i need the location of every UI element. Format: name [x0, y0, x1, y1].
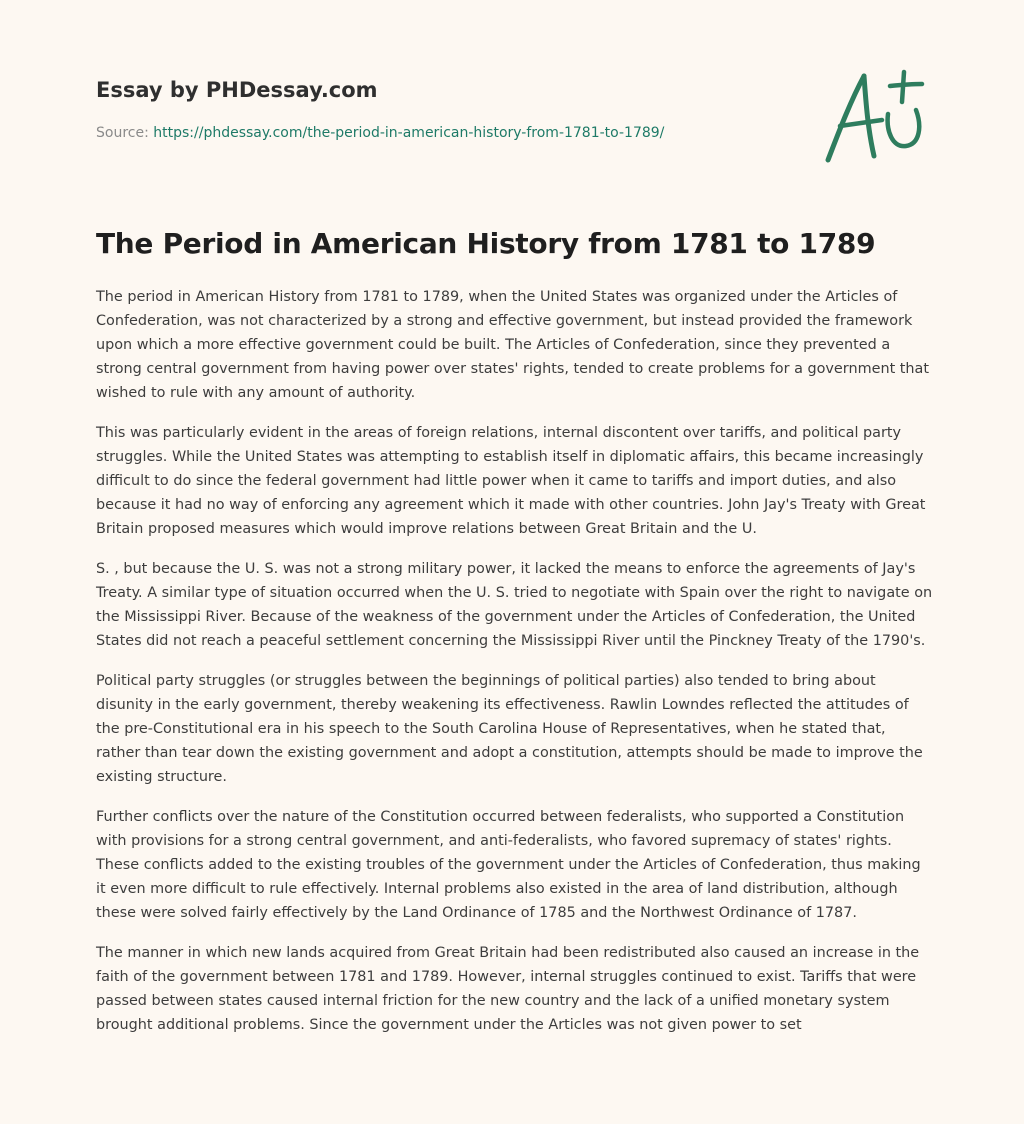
a-plus-logo-icon	[818, 64, 930, 168]
page-header	[96, 76, 796, 143]
essay-paragraph: S. , but because the U. S. was not a strong military power, it lacked the means to enforce the agreements of Jay's Treaty. A similar type of situation occurred when the U. S. tried to negotiate with Spain over the right to navigate on the Mississippi River. Because of the weakness of the government under the Articles of Confederation, the United States did not reach a peaceful settlement concerning the Mississippi River until the Pinckney Treaty of the 1790's.	[96, 561, 933, 649]
site-brand: Essay by PHDessay.com	[96, 78, 378, 102]
essay-paragraph: Further conflicts over the nature of the Constitution occurred between federalists, who supported a Constitution with provisions for a strong central government, and anti-federalists, who favored supremacy of states' rights. These conflicts added to the existing troubles of the government under the Articles of Confederation, thus making it even more difficult to rule effectively. Internal problems also existed in the area of land distribution, although these were solved fairly effectively by the Land Ordinance of 1785 and the Northwest Ordinance of 1787.	[96, 809, 921, 921]
essay-paragraph: This was particularly evident in the areas of foreign relations, internal discontent over tariffs, and political party struggles. While the United States was attempting to establish itself in diplomatic affairs, this became increasingly difficult to do since the federal government had little power when it came to tariffs and import duties, and also because it had no way of enforcing any agreement which it made with other countries. John Jay's Treaty with Great Britain proposed measures which would improve relations between Great Britain and the U.	[96, 425, 926, 537]
essay-body	[96, 285, 934, 1053]
source-label: Source:	[96, 125, 154, 141]
source-line	[96, 123, 796, 143]
essay-paragraph: The period in American History from 1781 to 1789, when the United States was organized under the Articles of Confederation, was not characterized by a strong and effective government, but instead provided the framework upon which a more effective government could be built. The Articles of Confederation, since they prevented a strong central government from having power over states' rights, tended to create problems for a government that wished to rule with any amount of authority.	[96, 289, 930, 401]
essay-paragraph: The manner in which new lands acquired from Great Britain had been redistributed also caused an increase in the faith of the government between 1781 and 1789. However, internal struggles continued to exist. Tariffs that were passed between states caused internal friction for the new country and the lack of a unified monetary system brought additional problems. Since the government under the Articles was not given power to set	[96, 945, 920, 1033]
essay-paragraph: Political party struggles (or struggles between the beginnings of political parties) also tended to bring about disunity in the early government, thereby weakening its effectiveness. Rawlin Lowndes reflected the attitudes of the pre-Constitutional era in his speech to the South Carolina House of Representatives, when he stated that, rather than tear down the existing government and adopt a constitution, attempts should be made to improve the existing structure.	[96, 673, 923, 785]
source-link[interactable]: https://phdessay.com/the-period-in-american-history-from-1781-to-1789/	[153, 125, 665, 141]
essay-title: The Period in American History from 1781 to 1789	[96, 227, 876, 260]
